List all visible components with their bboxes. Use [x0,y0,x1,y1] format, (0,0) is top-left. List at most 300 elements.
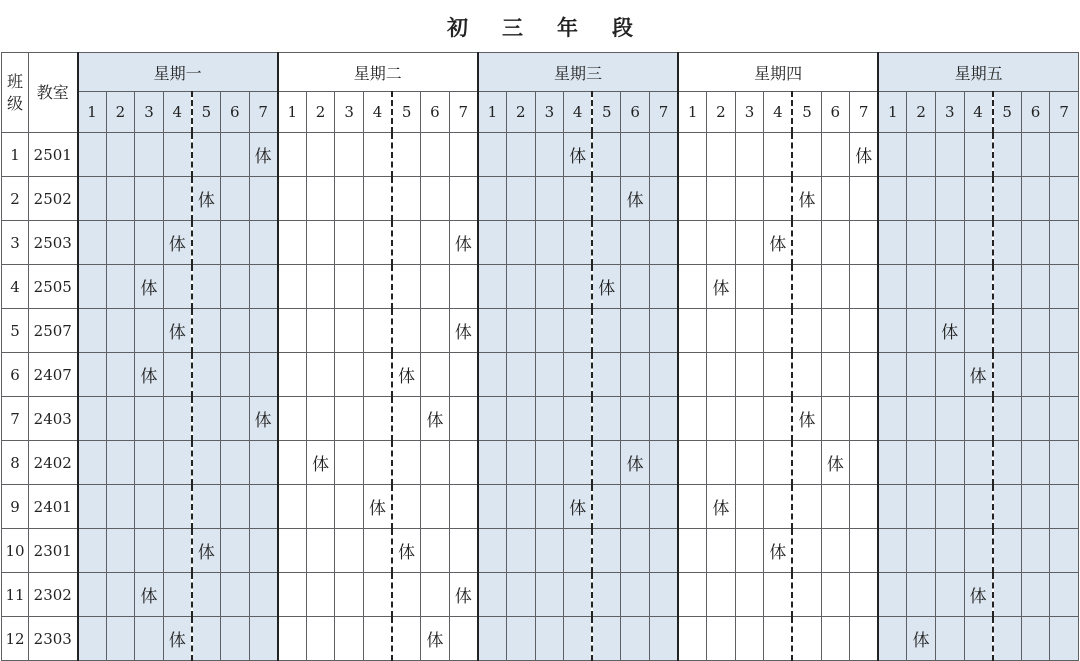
schedule-cell [821,265,850,309]
schedule-cell [564,265,593,309]
schedule-cell [735,353,764,397]
pe-lesson-cell: 体 [249,133,278,177]
schedule-cell [449,133,478,177]
schedule-cell [964,397,993,441]
schedule-cell [506,573,535,617]
schedule-cell [1050,485,1079,529]
schedule-cell [78,441,107,485]
schedule-cell [535,353,564,397]
schedule-cell [621,573,650,617]
schedule-cell [335,177,364,221]
schedule-cell [506,529,535,573]
schedule-cell [678,485,707,529]
schedule-cell [449,177,478,221]
schedule-cell [306,529,335,573]
schedule-cell [735,573,764,617]
class-number: 6 [2,353,29,397]
title-char: 年 [557,15,578,40]
schedule-cell [278,177,307,221]
schedule-cell [335,353,364,397]
class-number: 4 [2,265,29,309]
schedule-cell [649,353,678,397]
class-row [2,309,1079,353]
schedule-cell [935,177,964,221]
schedule-cell [106,441,135,485]
schedule-cell [163,353,192,397]
schedule-cell [993,177,1022,221]
schedule-cell [135,397,164,441]
schedule-cell [478,353,507,397]
schedule-cell [78,177,107,221]
schedule-cell [792,529,821,573]
schedule-cell [964,529,993,573]
period-header: 2 [907,92,936,133]
schedule-cell [1021,309,1050,353]
class-number: 3 [2,221,29,265]
class-number: 8 [2,441,29,485]
pe-lesson-cell: 体 [764,221,793,265]
schedule-cell [878,177,907,221]
schedule-cell [278,617,307,661]
pe-lesson-cell: 体 [421,397,450,441]
pe-lesson-cell: 体 [764,529,793,573]
schedule-cell [592,617,621,661]
schedule-cell [850,573,879,617]
schedule-cell [621,309,650,353]
schedule-cell [306,265,335,309]
schedule-cell [106,573,135,617]
schedule-cell [220,573,249,617]
schedule-cell [335,397,364,441]
class-row [2,573,1079,617]
schedule-cell [1050,617,1079,661]
schedule-cell [278,441,307,485]
pe-lesson-cell: 体 [249,397,278,441]
period-header: 4 [363,92,392,133]
schedule-cell [535,133,564,177]
schedule-cell [249,573,278,617]
schedule-cell [964,221,993,265]
period-header: 2 [506,92,535,133]
schedule-cell [878,573,907,617]
schedule-cell [192,221,221,265]
schedule-cell [163,485,192,529]
schedule-cell [621,397,650,441]
schedule-cell [363,133,392,177]
period-header: 5 [392,92,421,133]
schedule-cell [478,617,507,661]
pe-lesson-cell: 体 [964,353,993,397]
schedule-cell [392,441,421,485]
schedule-cell [964,265,993,309]
schedule-cell [678,177,707,221]
schedule-cell [278,265,307,309]
schedule-cell [821,529,850,573]
pe-lesson-cell: 体 [163,617,192,661]
schedule-cell [678,573,707,617]
schedule-cell [1021,529,1050,573]
classroom-number: 2302 [29,573,78,617]
schedule-cell [1021,573,1050,617]
schedule-cell [106,265,135,309]
schedule-cell [192,485,221,529]
schedule-cell [421,221,450,265]
schedule-cell [535,177,564,221]
schedule-cell [135,529,164,573]
schedule-cell [564,441,593,485]
schedule-cell [392,133,421,177]
schedule-cell [878,617,907,661]
schedule-cell [592,353,621,397]
schedule-cell [335,221,364,265]
schedule-cell [449,441,478,485]
pe-lesson-cell: 体 [392,353,421,397]
title-char: 初 [447,15,468,40]
classroom-number: 2503 [29,221,78,265]
class-number: 11 [2,573,29,617]
schedule-cell [878,265,907,309]
schedule-cell [878,529,907,573]
schedule-cell [306,485,335,529]
schedule-cell [392,309,421,353]
schedule-cell [907,133,936,177]
pe-lesson-cell: 体 [707,265,736,309]
classroom-number: 2402 [29,441,78,485]
schedule-cell [735,221,764,265]
period-header: 3 [935,92,964,133]
schedule-cell [220,529,249,573]
period-header: 7 [449,92,478,133]
schedule-cell [707,397,736,441]
pe-lesson-cell: 体 [707,485,736,529]
class-row [2,529,1079,573]
schedule-cell [363,177,392,221]
day-header: 星期四 [678,53,878,92]
schedule-cell [1050,309,1079,353]
pe-lesson-cell: 体 [621,177,650,221]
schedule-cell [220,309,249,353]
schedule-cell [821,353,850,397]
schedule-cell [78,573,107,617]
schedule-cell [363,265,392,309]
classroom-number: 2501 [29,133,78,177]
schedule-cell [678,265,707,309]
schedule-cell [678,529,707,573]
schedule-cell [192,133,221,177]
schedule-cell [392,177,421,221]
schedule-cell [993,265,1022,309]
schedule-cell [592,573,621,617]
schedule-cell [764,133,793,177]
schedule-cell [535,309,564,353]
schedule-cell [1050,177,1079,221]
schedule-cell [850,177,879,221]
schedule-cell [163,133,192,177]
schedule-cell [850,265,879,309]
schedule-cell [535,485,564,529]
schedule-cell [735,617,764,661]
schedule-cell [220,485,249,529]
schedule-cell [621,617,650,661]
schedule-cell [878,441,907,485]
schedule-cell [506,177,535,221]
schedule-cell [649,177,678,221]
pe-lesson-cell: 体 [449,309,478,353]
schedule-cell [192,573,221,617]
pe-lesson-cell: 体 [192,177,221,221]
schedule-cell [335,309,364,353]
schedule-cell [649,529,678,573]
schedule-cell [335,617,364,661]
schedule-cell [421,265,450,309]
schedule-cell [1021,353,1050,397]
class-number: 7 [2,397,29,441]
schedule-cell [506,441,535,485]
schedule-cell [878,485,907,529]
schedule-cell [907,309,936,353]
schedule-cell [306,133,335,177]
schedule-cell [935,265,964,309]
schedule-cell [993,529,1022,573]
schedule-cell [792,221,821,265]
schedule-cell [735,133,764,177]
pe-lesson-cell: 体 [850,133,879,177]
classroom-number: 2507 [29,309,78,353]
schedule-cell [1050,441,1079,485]
schedule-cell [821,309,850,353]
schedule-cell [564,353,593,397]
pe-lesson-cell: 体 [135,573,164,617]
schedule-cell [478,397,507,441]
schedule-cell [306,617,335,661]
schedule-cell [621,485,650,529]
schedule-cell [535,397,564,441]
schedule-cell [249,265,278,309]
schedule-cell [1021,441,1050,485]
schedule-cell [821,397,850,441]
schedule-cell [878,353,907,397]
schedule-cell [78,617,107,661]
class-row [2,397,1079,441]
period-header: 6 [421,92,450,133]
schedule-cell [192,441,221,485]
schedule-cell [592,177,621,221]
schedule-cell [106,309,135,353]
schedule-cell [421,309,450,353]
schedule-cell [506,265,535,309]
period-header: 5 [792,92,821,133]
schedule-cell [993,221,1022,265]
schedule-cell [249,617,278,661]
class-row [2,485,1079,529]
pe-lesson-cell: 体 [306,441,335,485]
schedule-cell [592,441,621,485]
schedule-cell [935,221,964,265]
schedule-cell [735,177,764,221]
pe-lesson-cell: 体 [792,397,821,441]
schedule-cell [592,485,621,529]
schedule-cell [478,573,507,617]
schedule-cell [564,397,593,441]
schedule-cell [850,485,879,529]
schedule-cell [78,397,107,441]
schedule-cell [993,397,1022,441]
schedule-cell [1021,485,1050,529]
schedule-cell [278,353,307,397]
pe-lesson-cell: 体 [564,485,593,529]
schedule-cell [964,441,993,485]
period-header: 4 [764,92,793,133]
schedule-cell [249,309,278,353]
schedule-cell [78,221,107,265]
schedule-cell [249,441,278,485]
schedule-cell [78,309,107,353]
schedule-cell [964,133,993,177]
schedule-cell [449,353,478,397]
period-header: 6 [821,92,850,133]
class-row [2,441,1079,485]
schedule-cell [678,617,707,661]
schedule-cell [821,485,850,529]
schedule-cell [363,309,392,353]
schedule-cell [392,485,421,529]
period-header: 3 [335,92,364,133]
schedule-cell [392,265,421,309]
schedule-cell [592,529,621,573]
schedule-cell [993,133,1022,177]
schedule-cell [735,485,764,529]
schedule-cell [335,485,364,529]
pe-lesson-cell: 体 [421,617,450,661]
period-header: 3 [135,92,164,133]
day-header: 星期一 [78,53,278,92]
pe-lesson-cell: 体 [821,441,850,485]
pe-lesson-cell: 体 [163,221,192,265]
schedule-cell [850,353,879,397]
schedule-cell [106,397,135,441]
schedule-cell [306,353,335,397]
schedule-cell [878,221,907,265]
schedule-cell [850,397,879,441]
period-header: 7 [850,92,879,133]
class-row [2,265,1079,309]
schedule-cell [850,529,879,573]
schedule-cell [649,133,678,177]
schedule-cell [707,221,736,265]
title-char: 三 [502,15,523,40]
schedule-cell [964,309,993,353]
day-header: 星期二 [278,53,478,92]
schedule-cell [335,265,364,309]
schedule-cell [449,485,478,529]
schedule-cell [678,133,707,177]
schedule-cell [535,221,564,265]
schedule-cell [621,265,650,309]
class-row [2,617,1079,661]
classroom-number: 2407 [29,353,78,397]
schedule-cell [421,573,450,617]
schedule-cell [764,573,793,617]
schedule-cell [363,529,392,573]
schedule-cell [363,441,392,485]
class-number: 2 [2,177,29,221]
schedule-cell [249,177,278,221]
schedule-cell [764,485,793,529]
schedule-cell [678,397,707,441]
schedule-cell [1050,221,1079,265]
schedule-cell [821,617,850,661]
schedule-cell [192,353,221,397]
schedule-cell [220,617,249,661]
classroom-number: 2505 [29,265,78,309]
schedule-cell [106,529,135,573]
schedule-cell [1050,397,1079,441]
period-header: 5 [192,92,221,133]
schedule-cell [707,573,736,617]
schedule-cell [306,221,335,265]
schedule-cell [335,573,364,617]
schedule-cell [535,529,564,573]
period-header: 4 [163,92,192,133]
schedule-cell [506,617,535,661]
schedule-cell [935,353,964,397]
schedule-cell [564,309,593,353]
schedule-cell [878,133,907,177]
schedule-cell [106,177,135,221]
pe-lesson-cell: 体 [592,265,621,309]
period-header: 3 [735,92,764,133]
class-row [2,133,1079,177]
schedule-cell [764,309,793,353]
schedule-cell [1021,617,1050,661]
schedule-cell [421,441,450,485]
period-header: 6 [1021,92,1050,133]
schedule-cell [592,133,621,177]
schedule-cell [163,397,192,441]
schedule-cell [249,529,278,573]
schedule-cell [278,133,307,177]
schedule-cell [535,265,564,309]
class-row [2,221,1079,265]
schedule-cell [964,177,993,221]
period-header: 6 [220,92,249,133]
period-header: 3 [535,92,564,133]
pe-lesson-cell: 体 [135,265,164,309]
schedule-cell [735,397,764,441]
schedule-cell [220,397,249,441]
schedule-cell [792,441,821,485]
schedule-cell [478,441,507,485]
schedule-cell [306,177,335,221]
pe-lesson-cell: 体 [392,529,421,573]
schedule-cell [135,485,164,529]
schedule-cell [792,353,821,397]
schedule-cell [306,309,335,353]
schedule-cell [764,441,793,485]
schedule-cell [592,397,621,441]
schedule-cell [163,573,192,617]
schedule-cell [306,397,335,441]
schedule-cell [392,397,421,441]
schedule-cell [506,133,535,177]
schedule-cell [78,529,107,573]
schedule-cell [935,441,964,485]
title-char: 段 [612,15,633,40]
schedule-cell [564,573,593,617]
schedule-cell [592,221,621,265]
schedule-cell [1050,353,1079,397]
day-header: 星期三 [478,53,678,92]
